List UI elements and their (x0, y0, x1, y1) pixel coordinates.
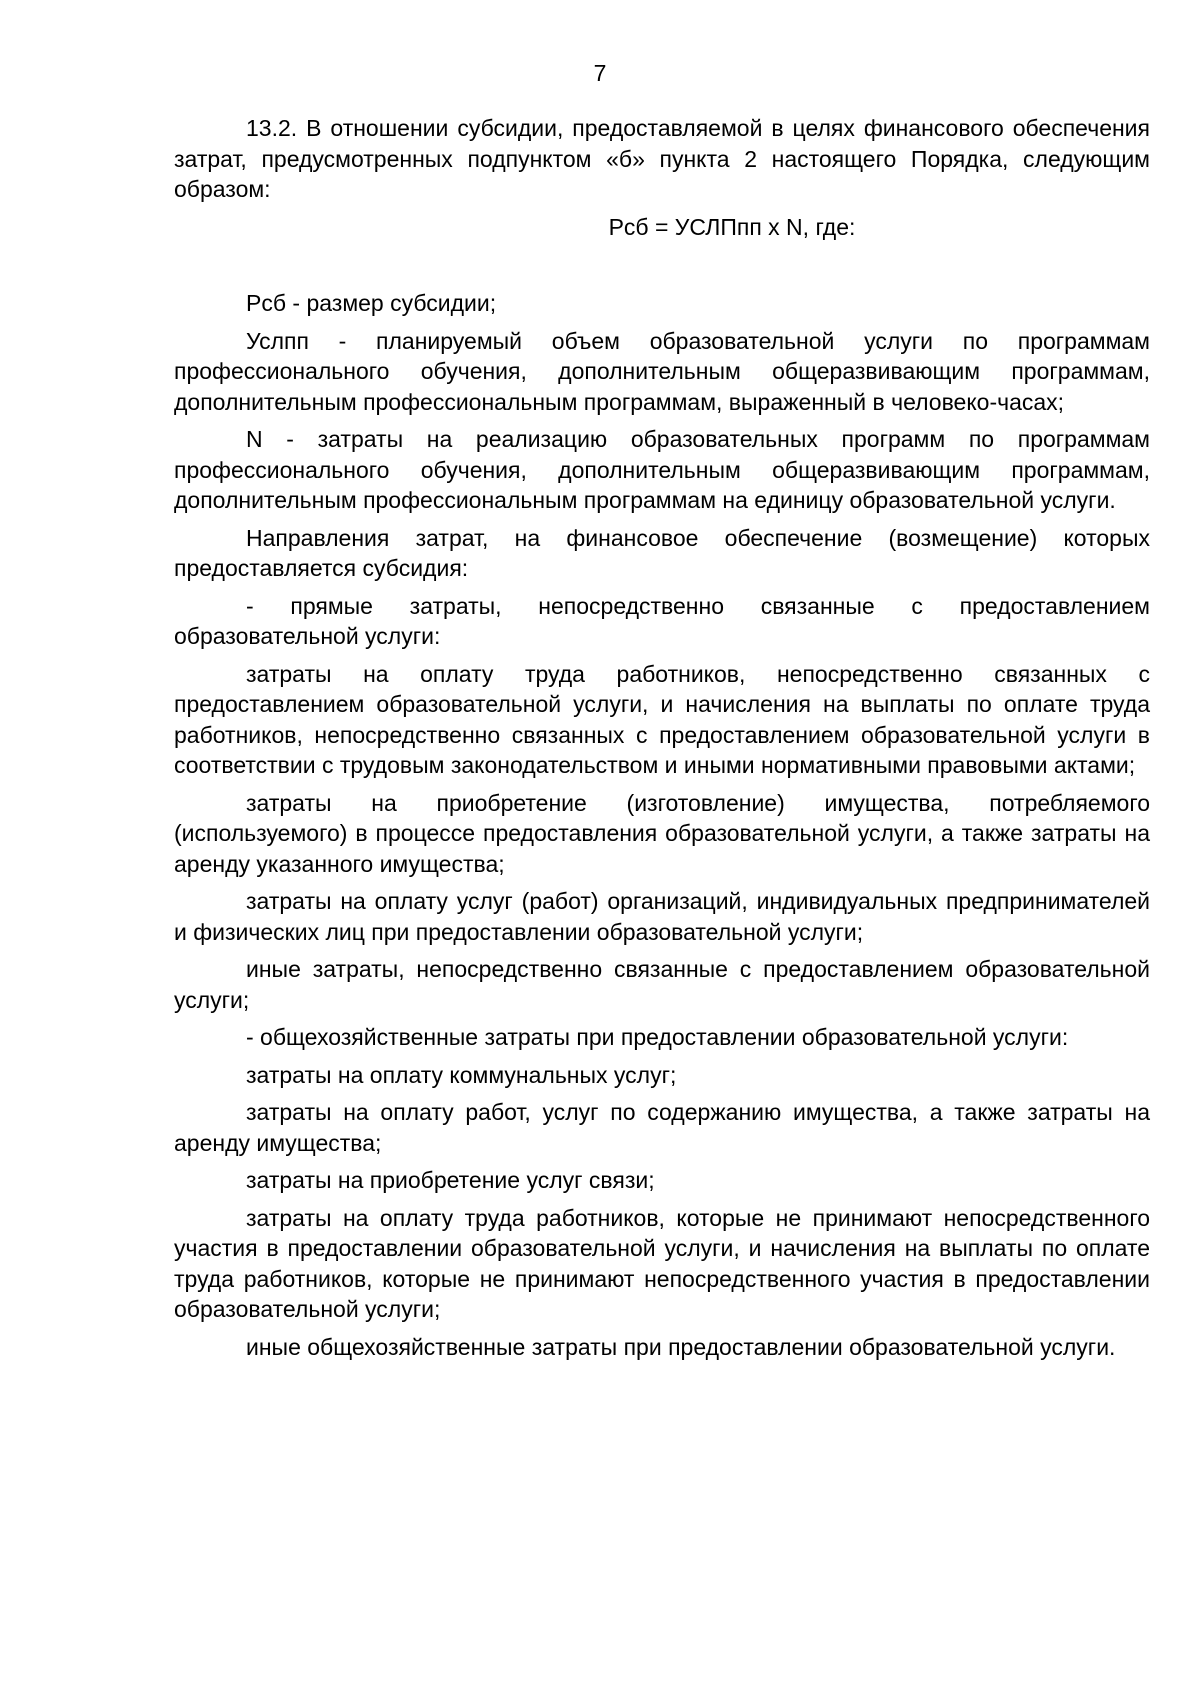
page-number: 7 (593, 60, 607, 86)
paragraph-definition-rsb: Рсб - размер субсидии; (246, 290, 497, 316)
paragraph-overhead-costs: - общехозяйственные затраты при предоставлении образовательной услуги: (246, 1024, 1069, 1050)
paragraph-definition-n: N - затраты на реализацию образовательных программ по программам профессионального обучения, дополнительным общеразвивающим программам, дополнительным профессиональным программам на единицу образовательной услуги. (174, 426, 1150, 513)
paragraph-direct-costs: - прямые затраты, непосредственно связанные с предоставлением образовательной услуги: (174, 592, 1150, 649)
paragraph-other-direct-costs: иные затраты, непосредственно связанные с предоставлением образовательной услуги; (174, 956, 1150, 1013)
paragraph-property-costs: затраты на приобретение (изготовление) имущества, потребляемого (используемого) в процессе предоставления образовательной услуги, а также затраты на аренду указанного имущества; (174, 789, 1150, 877)
document-body (174, 113, 1150, 1369)
paragraph-cost-directions: Направления затрат, на финансовое обеспечение (возмещение) которых предоставляется субсидия: (174, 524, 1150, 581)
paragraph-maintenance: затраты на оплату работ, услуг по содержанию имущества, а также затраты на аренду имущества; (174, 1099, 1150, 1156)
paragraph-communications: затраты на приобретение услуг связи; (246, 1167, 655, 1193)
paragraph-labor-costs: затраты на оплату труда работников, непосредственно связанных с предоставлением образовательной услуги, и начисления на выплаты по оплате труда работников, непосредственно связанных с предоставлением образовательной услуги в соответствии с трудовым законодательством и иными нормативными правовыми актами; (174, 660, 1150, 778)
paragraph-utilities: затраты на оплату коммунальных услуг; (246, 1061, 677, 1088)
paragraph-definition-uslpp: Услпп - планируемый объем образовательной услуги по программам профессионального обучения, дополнительным общеразвивающим программам, дополнительным профессиональным программам, выраженный в человеко-часах; (174, 327, 1150, 415)
paragraph-indirect-labor: затраты на оплату труда работников, которые не принимают непосредственного участия в предоставлении образовательной услуги, и начисления на выплаты по оплате труда работников, которые не принимают непосредственного участия в предоставлении образовательной услуги; (174, 1204, 1150, 1322)
formula: Рсб = УСЛПпп х N, где: (608, 213, 856, 240)
paragraph-services-costs: затраты на оплату услуг (работ) организаций, индивидуальных предпринимателей и физических лиц при предоставлении образовательной услуги; (174, 888, 1150, 945)
paragraph-other-overhead: иные общехозяйственные затраты при предоставлении образовательной услуги. (246, 1333, 1116, 1360)
paragraph-intro: 13.2. В отношении субсидии, предоставляемой в целях финансового обеспечения затрат, предусмотренных подпунктом «б» пункта 2 настоящего Порядка, следующим образом: (174, 115, 1150, 202)
